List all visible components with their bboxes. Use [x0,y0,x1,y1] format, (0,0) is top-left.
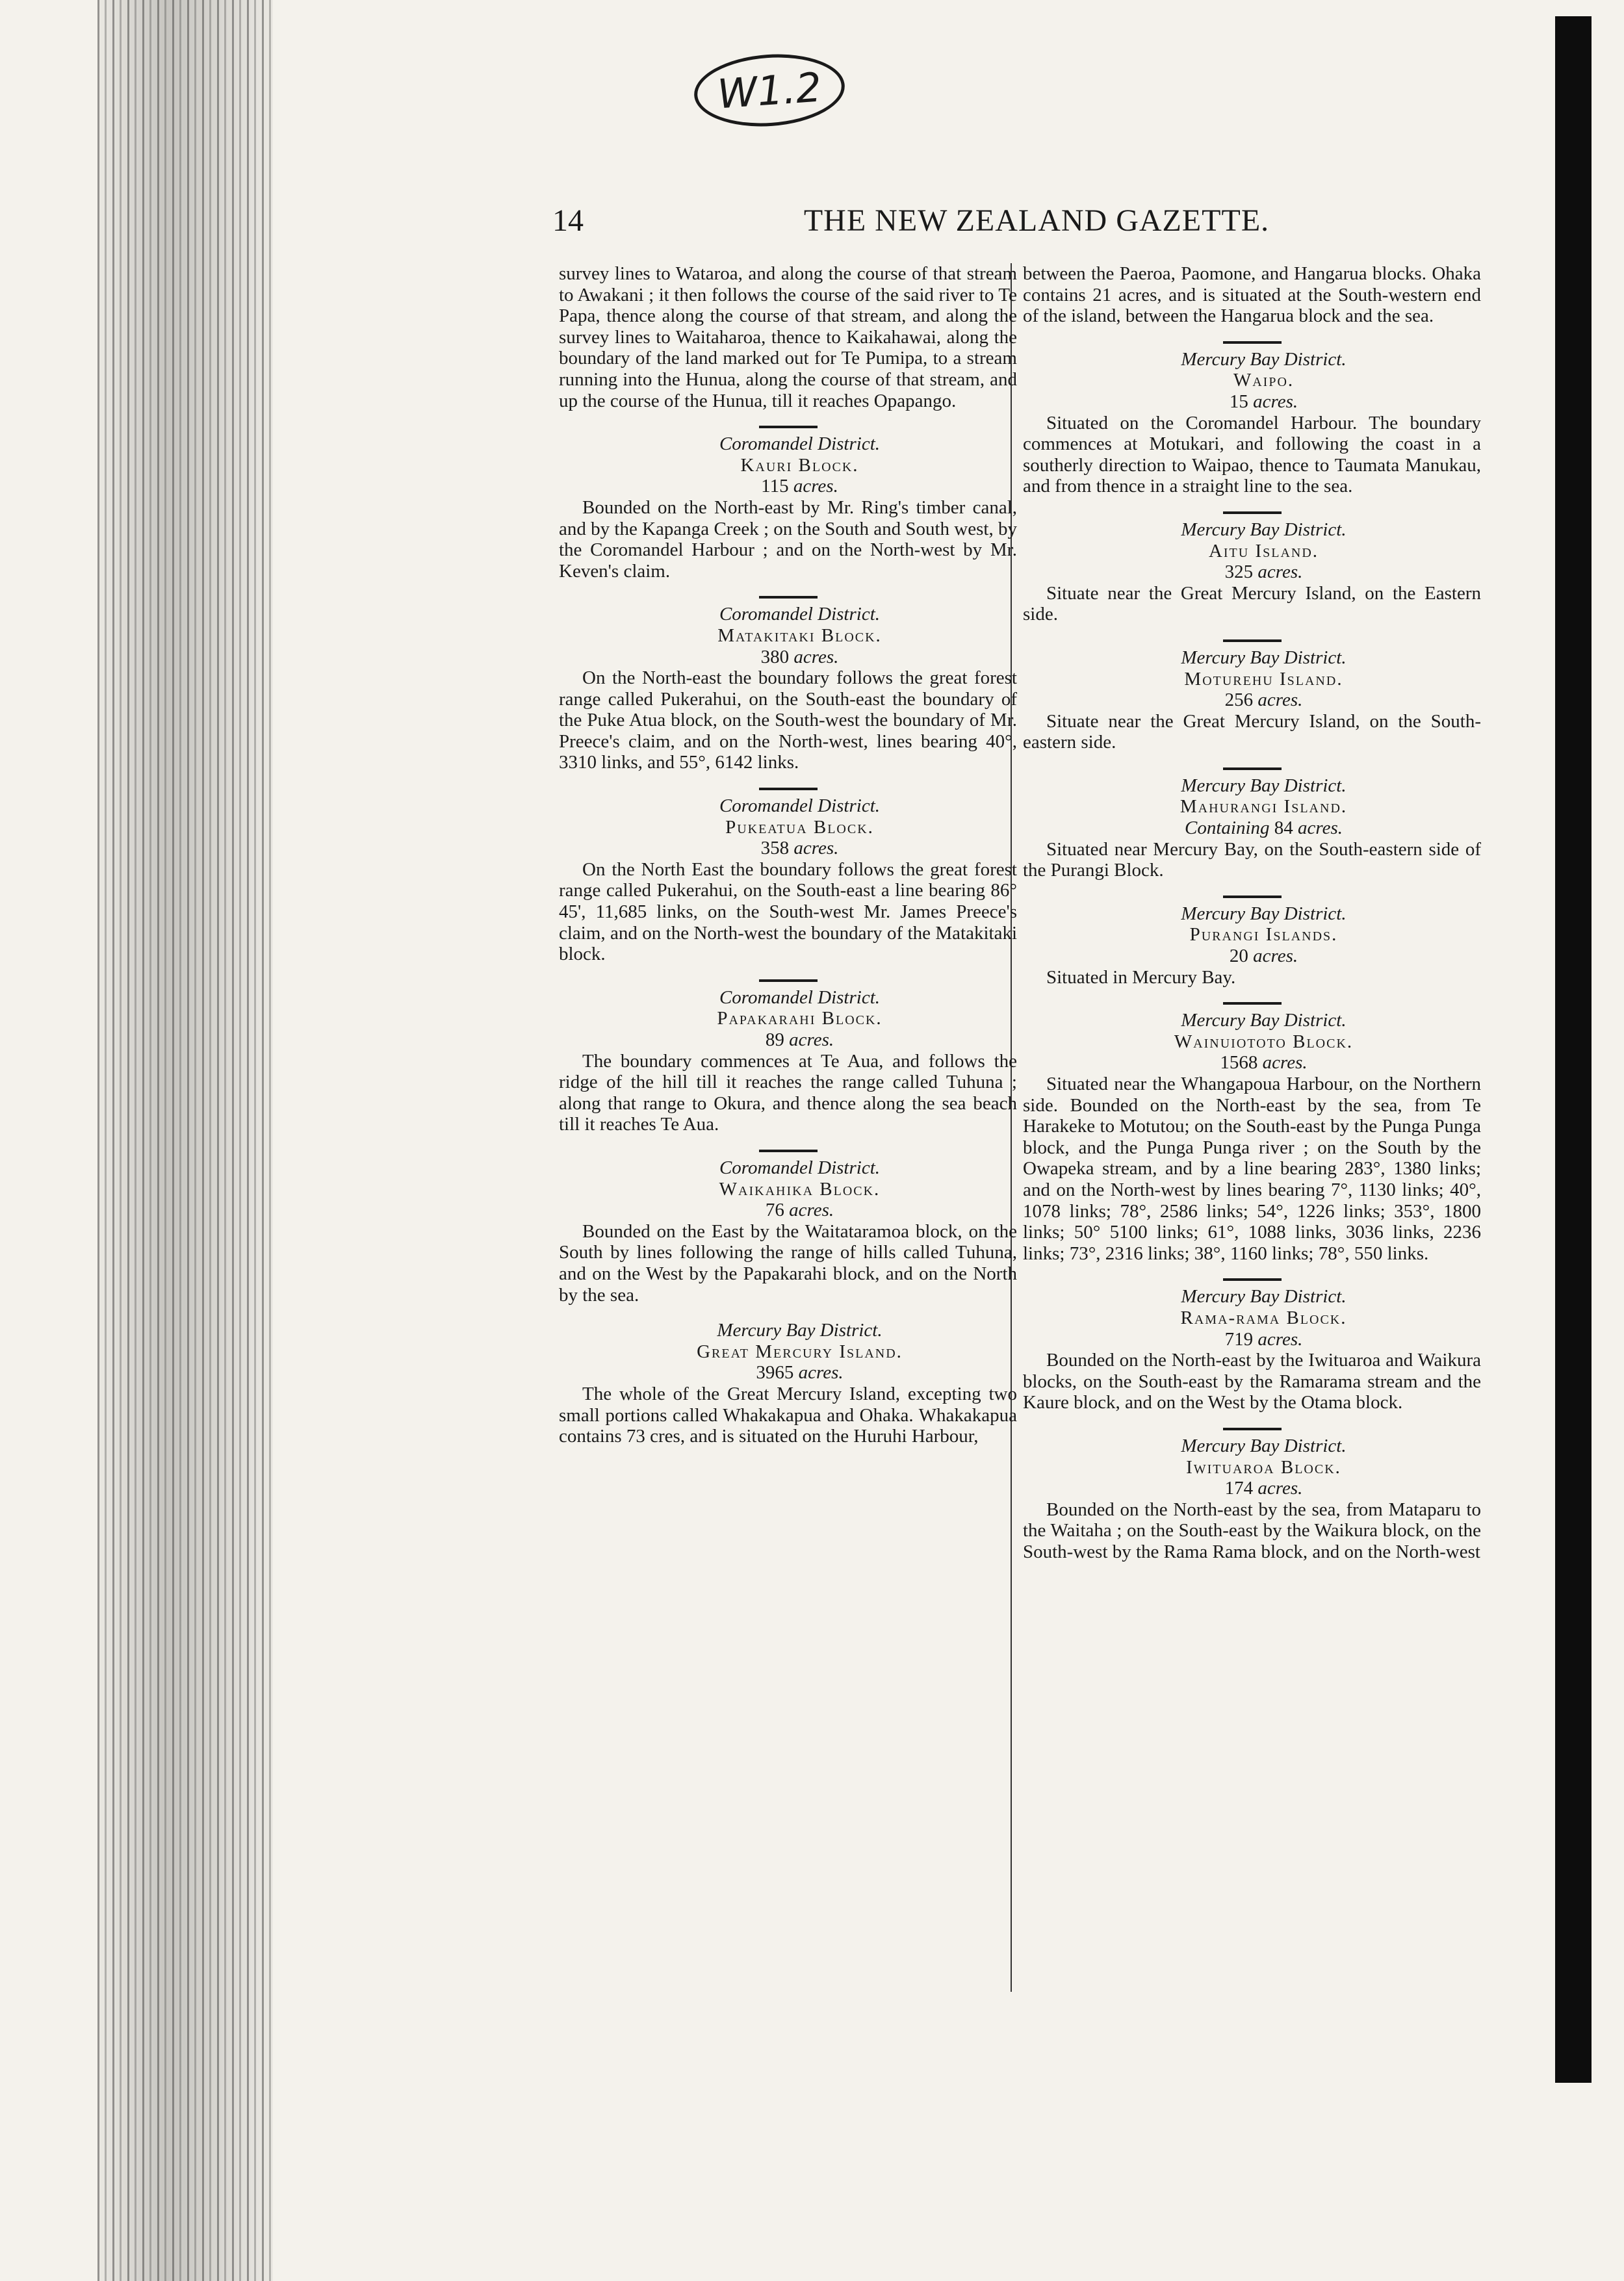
section-rule [1223,896,1282,898]
land-entry [1023,511,1481,625]
block-name: Aitu Island. [1208,540,1319,561]
land-entry [1023,896,1481,988]
journal-title: THE NEW ZEALAND GAZETTE. [803,203,1270,238]
entry-description: Situated near Mercury Bay, on the South-eastern side of the Purangi Block. [1023,838,1481,881]
land-entry [1023,767,1481,881]
scanned-binding-edge [97,0,273,2281]
block-name: Moturehu Island. [1184,668,1343,689]
entry-description: The whole of the Great Mercury Island, excepting two small portions called Whakakapua and Ohaka. Whakakapua contains 73 cres, and is situated on the Huruhi Harbour, [559,1383,1017,1447]
entry-description: On the North-east the boundary follows the great forest range called Pukerahui, on the South-east the boundary of the Puke Atua block, on the South-west the boundary of Mr. Preece's claim, and on the North-west, lines bearing 40°, 3310 links, and 55°, 6142 links. [559,667,1017,773]
entry-description: On the North East the boundary follows the great forest range called Pukerahui, on the South-east a line bearing 86° 45', 11,685 links, on the South-west Mr. James Preece's claim, and on the North-west the boundary of the Matakitaki block. [559,858,1017,965]
block-name: Iwituaroa Block. [1186,1456,1341,1478]
district-heading: Mercury Bay District. [717,1320,883,1341]
acreage: 380 acres. [760,646,839,667]
entry-description: Situate near the Great Mercury Island, on the South-eastern side. [1023,710,1481,753]
acreage: 76 acres. [765,1200,834,1221]
land-entry [1023,1278,1481,1413]
left-column [559,263,1017,1447]
entry-description: Situate near the Great Mercury Island, on the Eastern side. [1023,582,1481,625]
acreage: 115 acres. [761,476,838,497]
land-entry [559,1150,1017,1306]
acreage: 325 acres. [1224,561,1303,583]
section-rule [1223,1428,1282,1430]
page-number: 14 [552,203,584,238]
block-name: Great Mercury Island. [697,1341,903,1362]
land-entry [1023,341,1481,497]
entry-description: Situated near the Whangapoua Harbour, on the Northern side. Bounded on the North-east by the sea, from Te Harakeke to Motutou; on the South-east by the Punga Punga block, and the Punga Punga river ; on the South by the Owapeka stream, and by a line bearing 283°, 1380 links; and on the North-west by lines bearing 7°, 1130 links; 40°, 1078 links; 78°, 2586 links; 54°, 1226 links; 353°, 1800 links; 50° 5100 links; 61°, 1088 links, 3036 links, 2236 links; 73°, 2316 links; 38°, 1160 links; 78°, 550 links. [1023,1074,1481,1264]
district-heading: Coromandel District. [719,795,881,817]
entry-description: Bounded on the North-east by the sea, from Mataparu to the Waitaha ; on the South-east by the Waikura block, on the South-west by the Rama Rama block, and on the North-west [1023,1499,1481,1562]
right-column [1023,263,1481,1562]
acreage: 358 acres. [760,838,839,859]
land-entry [1023,639,1481,753]
entry-description: Bounded on the North-east by the Iwituaroa and Waikura blocks, on the South-east by the Ramarama stream and the Kaure block, and on the West by the Otama block. [1023,1350,1481,1413]
block-name: Mahurangi Island. [1179,796,1348,818]
section-rule [759,788,818,790]
district-heading: Mercury Bay District. [1181,1435,1347,1456]
entry-description: The boundary commences at Te Aua, and follows the ridge of the hill till it reaches the range called Tuhuna ; along that range to Okura, and thence along the sea beach till it reaches Te Aua. [559,1050,1017,1135]
section-rule [1223,767,1282,770]
acreage: Containing 84 acres. [1184,818,1343,839]
entry-description: Bounded on the East by the Waitataramoa block, on the South by lines following the range of hills called Tuhuna, and on the West by the Papakarahi block, and on the North by the sea. [559,1220,1017,1306]
block-name: Kauri Block. [740,454,859,476]
block-name: Wainuiototo Block. [1174,1031,1354,1052]
district-heading: Coromandel District. [719,986,881,1008]
scanned-right-border [1555,16,1592,2083]
acreage: 719 acres. [1224,1328,1303,1350]
section-rule [1223,639,1282,642]
land-entry [559,596,1017,773]
land-entry [559,788,1017,965]
block-name: Pukeatua Block. [725,816,874,838]
acreage: 1568 acres. [1220,1052,1308,1074]
land-entry [1023,1002,1481,1264]
section-rule [1223,511,1282,514]
acreage: 3965 acres. [756,1362,844,1384]
land-entry [559,1320,1017,1447]
section-rule [759,426,818,428]
district-heading: Coromandel District. [719,604,881,625]
section-rule [759,1150,818,1152]
district-heading: Mercury Bay District. [1181,1286,1347,1308]
district-heading: Mercury Bay District. [1181,775,1347,796]
land-entry [559,426,1017,582]
block-name: Rama-rama Block. [1180,1307,1347,1328]
district-heading: Mercury Bay District. [1181,348,1347,370]
section-rule [1223,1002,1282,1005]
continued-paragraph: survey lines to Wataroa, and along the course of that stream to Awakani ; it then follows the course of the said river to Te Papa, thence along the course of that stream, and along the survey lines to Waitaharoa, thence to Kaikahawai, along the boundary of the land marked out for Te Pumipa, to a stream running into the Hunua, along the course of that stream, and up the course of the Hunua, till it reaches Opapango. [559,263,1017,411]
district-heading: Mercury Bay District. [1181,647,1347,668]
continued-paragraph: between the Paeroa, Paomone, and Hangarua blocks. Ohaka contains 21 acres, and is situated at the South-western end of the island, between the Hangarua block and the sea. [1023,263,1481,327]
land-entry [559,979,1017,1135]
district-heading: Mercury Bay District. [1181,519,1347,540]
district-heading: Mercury Bay District. [1181,1010,1347,1031]
acreage: 256 acres. [1224,689,1303,711]
acreage: 15 acres. [1229,391,1298,412]
block-name: Purangi Islands. [1189,924,1338,946]
block-name: Waipo. [1233,370,1295,391]
block-name: Waikahika Block. [719,1178,881,1200]
section-rule [1223,341,1282,344]
section-rule [1223,1278,1282,1281]
district-heading: Coromandel District. [719,1157,881,1178]
acreage: 20 acres. [1229,946,1298,967]
section-rule [759,596,818,599]
block-name: Matakitaki Block. [717,625,882,646]
acreage: 89 acres. [765,1029,834,1050]
district-heading: Coromandel District. [719,433,881,455]
entry-description: Bounded on the North-east by Mr. Ring's timber canal, and by the Kapanga Creek ; on the South and South west, by the Coromandel Harbour ; and on the North-west by Mr. Keven's claim. [559,496,1017,582]
section-rule [759,979,818,982]
archive-mark: W1.2 [691,49,847,131]
land-entry [1023,1428,1481,1563]
acreage: 174 acres. [1224,1478,1303,1499]
page-header [552,203,1521,248]
district-heading: Mercury Bay District. [1181,903,1347,924]
entry-description: Situated in Mercury Bay. [1046,966,1236,988]
block-name: Papakarahi Block. [717,1008,883,1029]
entry-description: Situated on the Coromandel Harbour. The boundary commences at Motukari, and following the coast in a southerly direction to Waipao, thence to Taumata Manukau, and from thence in a straight line to the sea. [1023,412,1481,497]
